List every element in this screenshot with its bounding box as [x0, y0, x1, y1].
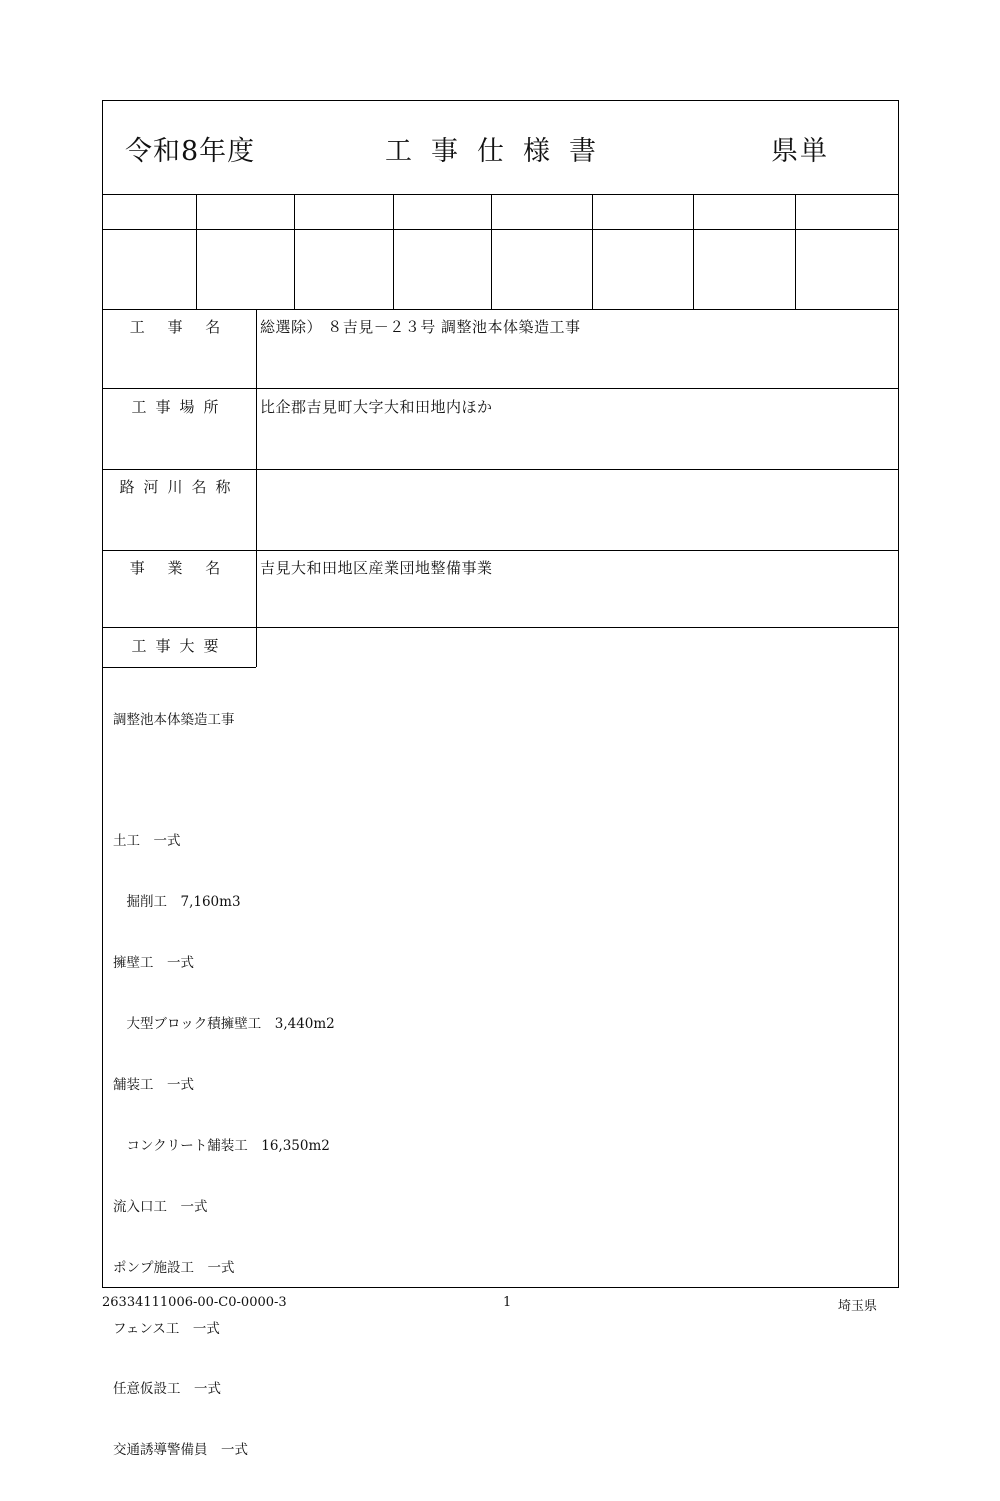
page-number: 1: [503, 1295, 512, 1310]
row-label-road-river-name: 路河川名称: [119, 478, 240, 496]
issuer: 埼玉県: [838, 1299, 878, 1314]
grid-line: [196, 194, 197, 309]
row-label-project-location: 工事場所: [131, 398, 228, 416]
summary-line: 交通誘導警備員 一式: [113, 1442, 248, 1459]
divider: [103, 469, 898, 470]
divider: [103, 550, 898, 551]
divider: [103, 388, 898, 389]
row-value-project-location: 比企郡吉見町大字大和田地内ほか: [260, 398, 493, 416]
divider: [103, 229, 898, 230]
summary-line: 流入口工 一式: [113, 1198, 208, 1215]
divider: [103, 627, 898, 628]
grid-line: [294, 194, 295, 309]
summary-line: 調整池本体築造工事: [113, 711, 235, 728]
summary-line: 任意仮設工 一式: [113, 1381, 221, 1398]
divider: [103, 667, 256, 668]
divider: [103, 309, 898, 310]
fiscal-year: 令和8年度: [125, 136, 256, 167]
summary-line: 大型ブロック積擁壁工 3,440m2: [113, 1016, 335, 1033]
grid-line: [592, 194, 593, 309]
summary-line: コンクリート舗装工 16,350m2: [113, 1137, 330, 1154]
grid-line: [393, 194, 394, 309]
summary-line: 土工 一式: [113, 833, 181, 850]
grid-line: [491, 194, 492, 309]
row-value-project-name: 総選除） ８吉見－２３号 調整池本体築造工事: [260, 318, 581, 336]
budget-type: 県単: [771, 136, 829, 167]
row-label-project-name: 工 事 名: [129, 318, 230, 336]
summary-line: 擁壁工 一式: [113, 955, 194, 972]
project-summary-body: [113, 669, 335, 1501]
divider: [103, 194, 898, 195]
summary-line: 掘削工 7,160m3: [113, 894, 241, 911]
summary-line: [113, 770, 335, 790]
label-column-divider: [256, 309, 257, 667]
summary-line: ポンプ施設工 一式: [113, 1259, 235, 1276]
grid-line: [693, 194, 694, 309]
row-label-project-summary: 工事大要: [131, 637, 228, 655]
document-id: 26334111006-00-C0-0000-3: [102, 1295, 287, 1310]
document-title: 工事仕様書: [385, 136, 615, 167]
row-value-business-name: 吉見大和田地区産業団地整備事業: [260, 559, 493, 577]
grid-line: [795, 194, 796, 309]
summary-line: フェンス工 一式: [113, 1320, 220, 1337]
row-label-business-name: 事 業 名: [129, 559, 230, 577]
summary-line: 舗装工 一式: [113, 1076, 194, 1093]
